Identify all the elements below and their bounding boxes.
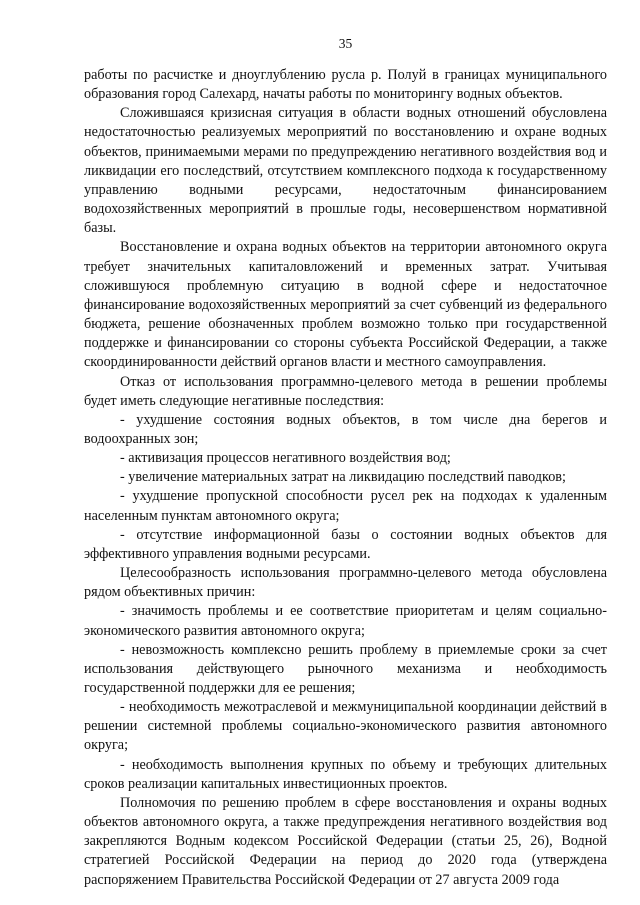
list-item-reason: - необходимость межотраслевой и межмуниципальной координации действий в решении системной проблемы социально-экономического развития автономного округа; bbox=[84, 699, 607, 754]
list-item-consequence: - ухудшение пропускной способности русел рек на подходах к удаленным населенным пунктам автономного округа; bbox=[84, 488, 607, 524]
list-item-consequence: - увеличение материальных затрат на ликвидацию последствий паводков; bbox=[120, 469, 566, 486]
paragraph-consequences-intro: Отказ от использования программно-целевого метода в решении проблемы будет иметь следующие негативные последствия: bbox=[84, 373, 607, 409]
paragraph-reasons-intro: Целесообразность использования программно-целевого метода обусловлена рядом объективных причин: bbox=[84, 565, 607, 601]
list-item-consequence: - отсутствие информационной базы о состоянии водных объектов для эффективного управления водными ресурсами. bbox=[84, 526, 607, 562]
list-item-reason: - необходимость выполнения крупных по объему и требующих длительных сроков реализации капитальных инвестиционных проектов. bbox=[84, 756, 607, 792]
paragraph-continuation: работы по расчистке и дноуглублению русла р. Полуй в границах муниципального образования город Салехард, начаты работы по мониторингу водных объектов. bbox=[84, 67, 607, 103]
list-item-consequence: - активизация процессов негативного воздействия вод; bbox=[120, 450, 451, 467]
paragraph-restoration: Восстановление и охрана водных объектов на территории автономного округа требует значительных капиталовложений и временных затрат. Учитывая сложившуюся проблемную ситуацию в водной сфере и недостаточное финансирование водохозяйственных мероприятий за счет субвенций из федерального бюджета, решение обозначенных проблем возможно только при государственной поддержке и финансировании со стороны субъекта Российской Федерации, а также скоординированности действий органов власти и местного самоуправления. bbox=[84, 239, 607, 371]
paragraph-powers: Полномочия по решению проблем в сфере восстановления и охраны водных объектов автономного округа, а также предупреждения негативного воздействия вод закрепляются Водным кодексом Российской Федерации (статьи 25, 26), Водной стратегией Российской Федерации на период до 2020 года (утверждена распоряжением Правительства Российской Федерации от 27 августа 2009 года bbox=[84, 794, 607, 888]
page-number: 35 bbox=[338, 36, 353, 51]
paragraph-crisis-situation: Сложившаяся кризисная ситуация в области водных отношений обусловлена недостаточностью реализуемых мероприятий по восстановлению и охране водных объектов, принимаемыми мерами по предупреждению негативного воздействия вод и ликвидации его последствий, отсутствием комплексного подхода к государственному управлению водными ресурсами, недостаточным финансированием водохозяйственных мероприятий в прошлые годы, несовершенством нормативной базы. bbox=[84, 105, 607, 237]
list-item-consequence: - ухудшение состояния водных объектов, в том числе дна берегов и водоохранных зон; bbox=[84, 411, 607, 447]
list-item-reason: - невозможность комплексно решить проблему в приемлемые сроки за счет использования действующего рыночного механизма и необходимость государственной поддержки для ее решения; bbox=[84, 641, 607, 696]
document-body bbox=[84, 66, 607, 890]
list-item-reason: - значимость проблемы и ее соответствие приоритетам и целям социально-экономического развития автономного округа; bbox=[84, 603, 607, 639]
